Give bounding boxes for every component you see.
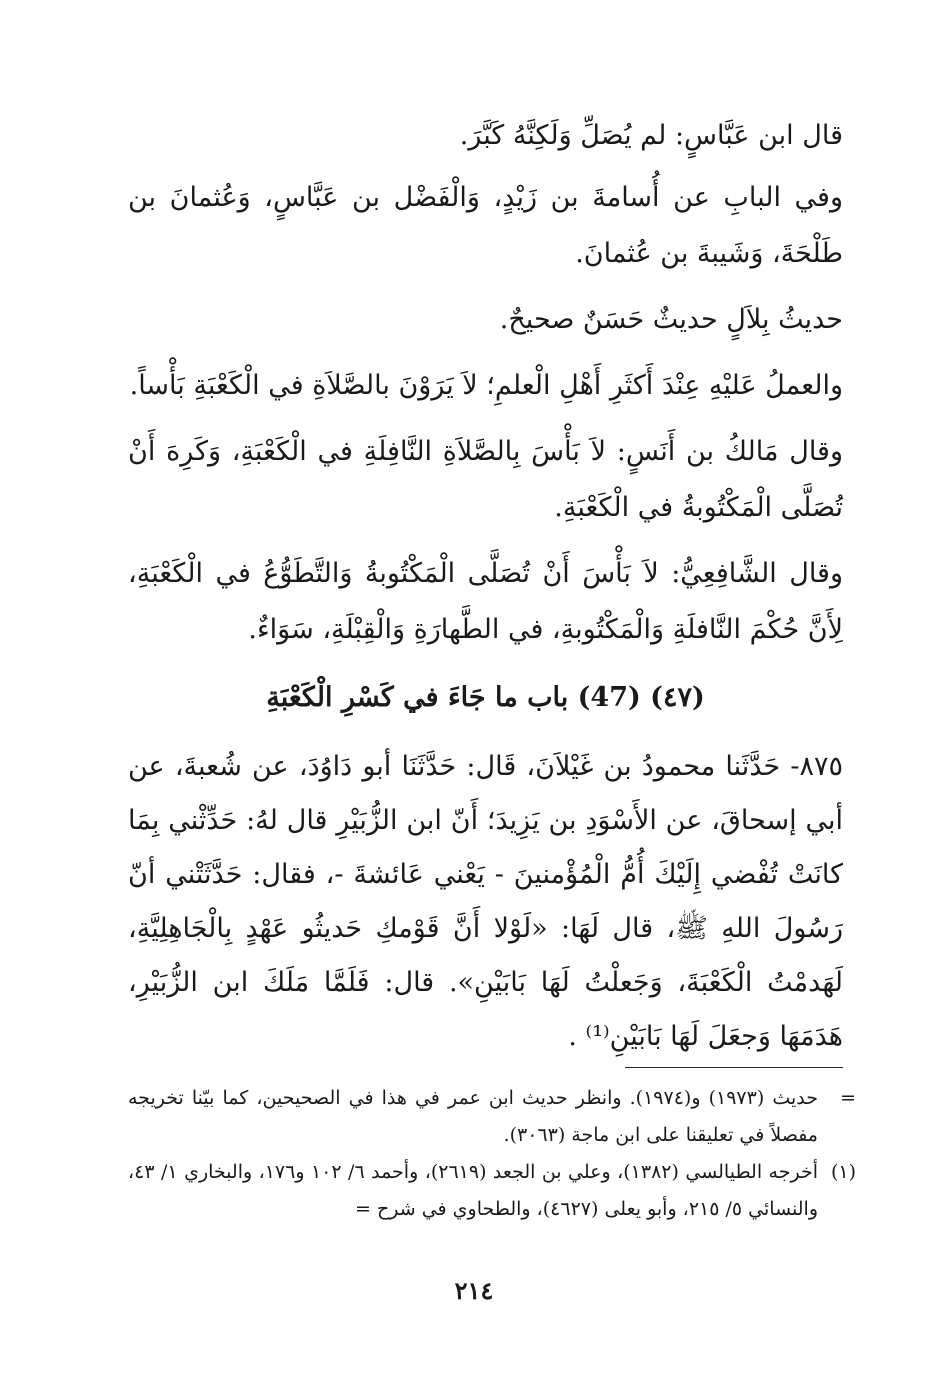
footnote-1 [128,1154,856,1228]
footnote-divider [625,1067,843,1068]
section-heading: (٤٧) (47) باب ما جَاءَ في كَسْرِ الْكَعْبَةِ [266,682,705,713]
paragraph-malik-opinion: وقال مَالكُ بن أَنَسٍ: لاَ بَأْسَ بِالصَّلاَةِ النَّافِلَةِ في الْكَعْبَةِ، وَكَرِهَ أَنْ تُصَلَّى الْمَكْتُوبةُ في الْكَعْبَةِ. [128,436,843,523]
main-text [128,108,843,1064]
footnote-text: أخرجه الطيالسي (١٣٨٢)، وعلي بن الجعد (٢٦١٩)، وأحمد ٦/ ١٠٢ و١٧٦، والبخاري ١/ ٤٣، والنسائي ٥/ ٢١٥، وأبو يعلى (٤٦٢٧)، والطحاوي في شرح = [128,1161,818,1220]
paragraph-ibn-abbas: قال ابن عَبَّاسٍ: لم يُصَلِّ وَلَكِنَّهُ كَبَّرَ. [459,120,843,151]
paragraph-shafii-opinion: وقال الشَّافِعِيُّ: لاَ بَأْسَ أَنْ تُصَلَّى الْمَكْتُوبةُ وَالتَّطَوُّعُ في الْكَعْبَةِ، لِأَنَّ حُكْمَ النَّافلَةِ وَالْمَكْتُوبةِ، في الطَّهارَةِ وَالْقِبْلَةِ، سَوَاءٌ. [128,558,843,645]
paragraph-scholars-practice: والعملُ عَليْهِ عِنْدَ أَكثَرِ أَهْلِ الْعلمِ؛ لاَ يَرَوْنَ بالصَّلاَةِ في الْكَعْبَةِ بَأْساً. [129,370,843,401]
page-number: ٢١٤ [454,1276,494,1305]
hadith-875: ٨٧٥- حَدَّثَنا محمودُ بن غَيْلاَنَ، قَال: حَدَّثَنَا أبو دَاوُدَ، عن شُعبةَ، عن أبي إسحاقَ، عن الأَسْوَدِ بن يَزِيدَ؛ أَنّ ابن الزُّبَيْرِ قال لهُ: حَدِّثْني بِمَا كانَتْ تُفْضي إِلَيْكَ أُمُّ الْمُؤْمنينَ - يَعْني عَائشةَ -، فقال: حَدَّثَتْني أنّ رَسُولَ اللهِ ﷺ، قال لَهَا: «لَوْلا أَنَّ قَوْمكِ حَديثُو عَهْدٍ بِالْجَاهِلِيَّةِ، لَهَدمْتُ الْكَعْبَةَ، وَجَعلْتُ لَهَا بَابَيْنِ». قال: فَلَمَّا مَلَكَ ابن الزُّبَيْرِ، هَدَمَهَا وَجعَلَ لَهَا بَابَيْنِ⁽¹⁾ . [128,751,843,1052]
footnote-text: حديث (١٩٧٣) و(١٩٧٤). وانظر حديث ابن عمر في هذا في الصحيحين، كما بيّنا تخريجه مفصلاً في تعليقنا على ابن ماجة (٣٠٦٣). [128,1087,818,1146]
paragraph-hadith-grade: حديثُ بِلاَلٍ حديثٌ حَسَنٌ صحيحٌ. [499,304,843,335]
footnotes [128,1080,856,1228]
paragraph-chapter-narrators: وفي البابِ عن أُسامةَ بن زَيْدٍ، وَالْفَضْل بن عَبَّاسٍ، وَعُثمانَ بن طَلْحَةَ، وَشَيبةَ بن عُثمانَ. [128,182,843,269]
footnote-mark: = [840,1087,856,1109]
footnote-mark: (١) [830,1161,856,1183]
footnote-continued [128,1080,856,1154]
